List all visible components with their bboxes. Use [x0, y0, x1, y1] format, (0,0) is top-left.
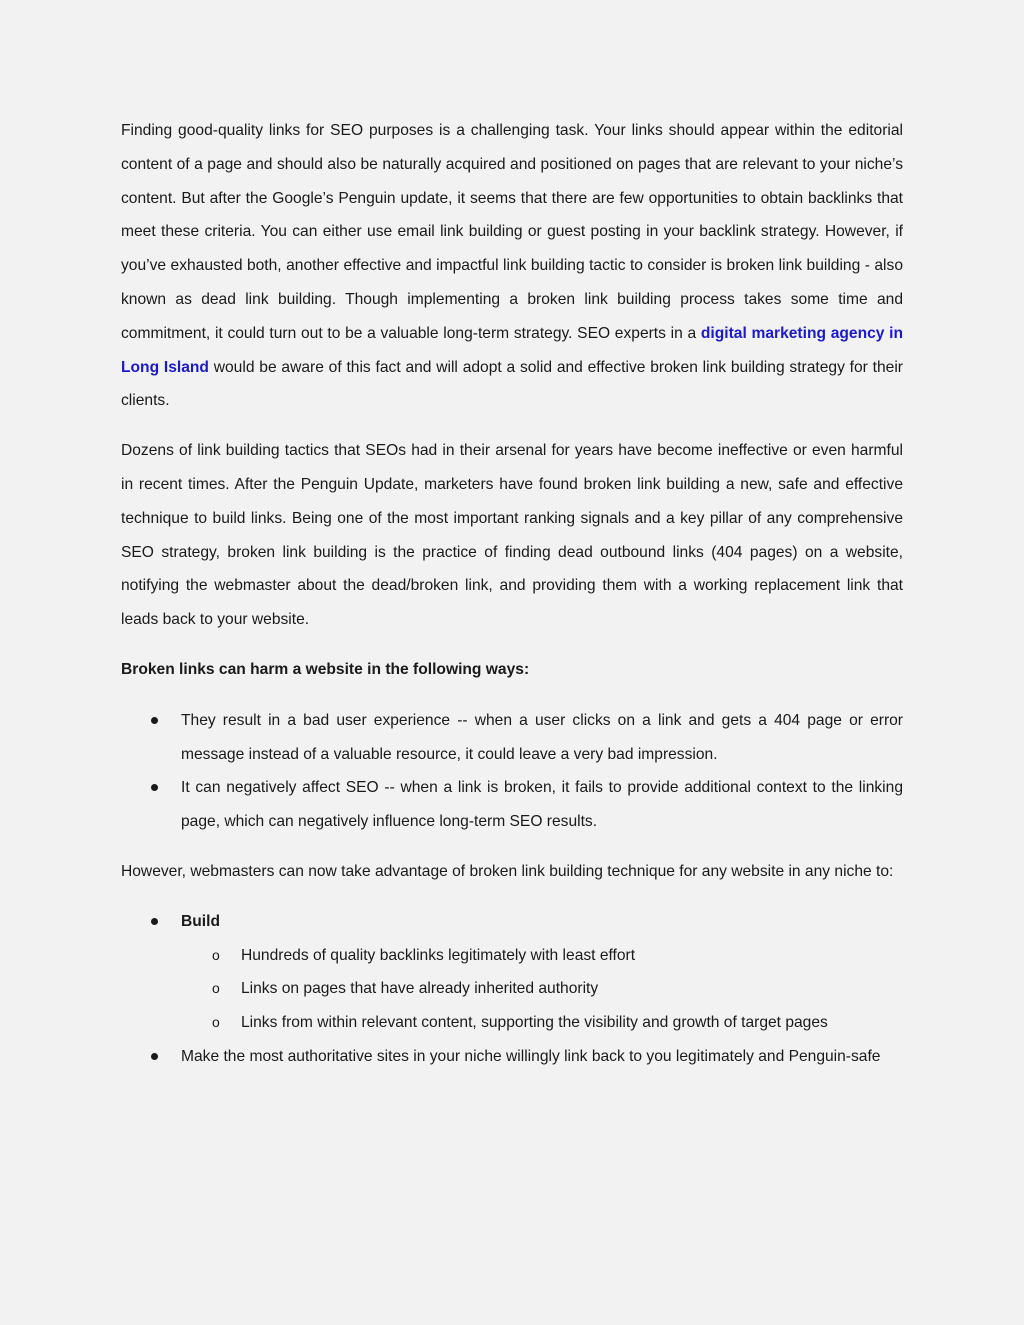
intro-text-before-link: Finding good-quality links for SEO purposes is a challenging task. Your links should appear within the editorial content of a page and should also be naturally acquired and positioned on pages that are relevant to your niche’s content. But after the Google’s Penguin update, it seems that there are few opportunities to obtain backlinks that meet these criteria. You can either use email link building or guest posting in your backlink strategy. However, if you’ve exhausted both, another effective and impactful link building tactic to consider is broken link building - also known as dead link building. Though implementing a broken link building process takes some time and commitment, it could turn out to be a valuable long-term strategy. SEO experts in a: [121, 122, 903, 342]
benefits-list-item: [121, 1040, 903, 1074]
build-item-text: Links from within relevant content, supporting the visibility and growth of target pages: [241, 1014, 828, 1032]
harms-list-item: [121, 704, 903, 772]
build-label: Build: [181, 912, 220, 930]
intro-text-after-link: would be aware of this fact and will adopt a solid and effective broken link building strategy for their clients.: [121, 358, 903, 410]
benefit-text: Make the most authoritative sites in your niche willingly link back to you legitimately and Penguin-safe: [181, 1047, 881, 1065]
circle-bullet-icon: o: [212, 1014, 220, 1031]
benefits-list-item-build: [121, 905, 903, 1040]
harms-list-item: [121, 771, 903, 839]
build-item-text: Links on pages that have already inherited authority: [241, 980, 599, 998]
build-sublist-item: [181, 939, 903, 973]
build-sublist-item: [181, 1006, 903, 1040]
benefits-list: [121, 905, 903, 1074]
build-sublist: [181, 939, 903, 1040]
build-sublist-item: [181, 972, 903, 1006]
penguin-update-paragraph: Dozens of link building tactics that SEOs had in their arsenal for years have become ineffective or even harmful in recent times. After the Penguin Update, marketers have found broken link building a new, safe and effective technique to build links. Being one of the most important ranking signals and a key pillar of any comprehensive SEO strategy, broken link building is the practice of finding dead outbound links (404 pages) on a website, notifying the webmaster about the dead/broken link, and providing them with a working replacement link that leads back to your website.: [121, 442, 903, 629]
harms-list: [121, 704, 903, 839]
bullet-icon: [151, 1053, 158, 1060]
harm-text: It can negatively affect SEO -- when a link is broken, it fails to provide additional context to the linking page, which can negatively influence long-term SEO results.: [181, 779, 903, 831]
intro-paragraph: [121, 114, 903, 418]
bullet-icon: [151, 918, 158, 925]
broken-links-heading: Broken links can harm a website in the following ways:: [121, 660, 530, 678]
harm-text: They result in a bad user experience -- when a user clicks on a link and gets a 404 page or error message instead of a valuable resource, it could leave a very bad impression.: [181, 711, 903, 763]
circle-bullet-icon: o: [212, 946, 220, 963]
webmasters-paragraph: However, webmasters can now take advantage of broken link building technique for any website in any niche to:: [121, 862, 894, 880]
document-page: [121, 114, 903, 1090]
build-item-text: Hundreds of quality backlinks legitimately with least effort: [241, 946, 636, 964]
digital-marketing-agency-link[interactable]: digital marketing agency in Long Island: [121, 324, 903, 376]
circle-bullet-icon: o: [212, 980, 220, 997]
bullet-icon: [151, 717, 158, 724]
bullet-icon: [151, 784, 158, 791]
